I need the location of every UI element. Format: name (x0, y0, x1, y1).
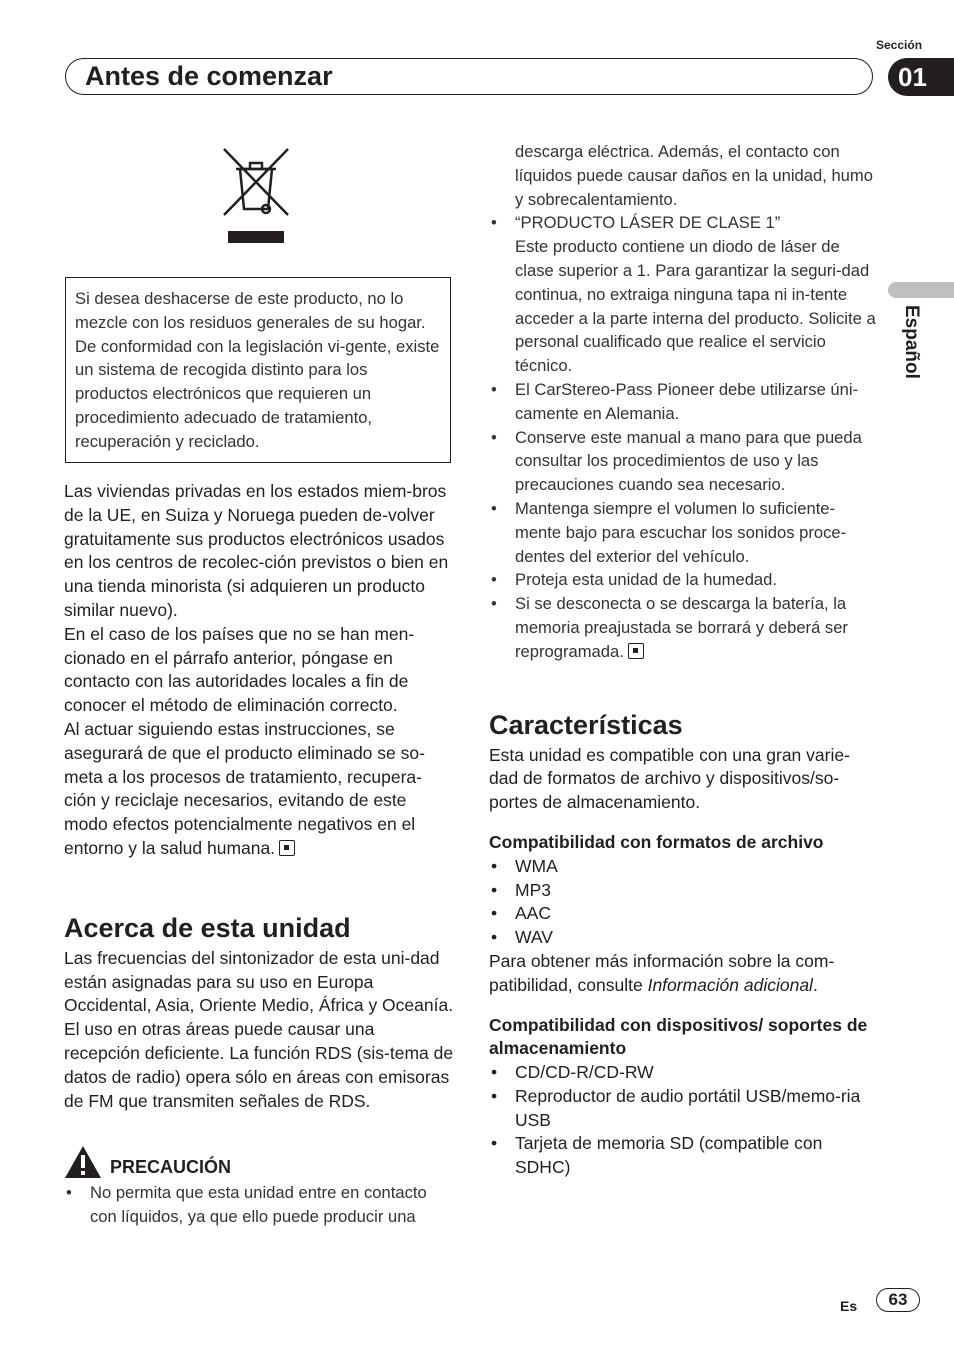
caution-item-text: Si se desconecta o se descarga la batería, la memoria preajustada se borrará y deberá ser reprogramada. (515, 594, 848, 661)
end-of-section-icon (279, 840, 295, 856)
formats-note-end: . (812, 974, 818, 995)
crossed-out-wheelie-bin-icon (222, 147, 290, 245)
format-item: • MP3 (489, 879, 879, 903)
warning-triangle-icon (64, 1145, 102, 1179)
caution-item: • El CarStereo-Pass Pioneer debe utilizarse úni-camente en Alemania. (489, 378, 879, 426)
caution-item: • No permita que esta unidad entre en contacto con líquidos, ya que ello puede producir una (64, 1181, 454, 1229)
formats-list (489, 855, 879, 950)
formats-note-text: Para obtener más información sobre la com-patibilidad, consulte (489, 950, 835, 995)
caution-item (489, 211, 879, 378)
features-text: Esta unidad es compatible con una gran varie-dad de formatos de archivo y dispositivos/so-portes de almacenamiento. (489, 744, 850, 813)
right-column (489, 140, 879, 1180)
disposal-paragraph-2: En el caso de los países que no se han men-cionado en el párrafo anterior, póngase en contacto con las autoridades locales a fin de conocer el método de eliminación correcto. (64, 623, 415, 716)
footer-language-code: Es (840, 1298, 858, 1314)
caution-item-title: • “PRODUCTO LÁSER DE CLASE 1” (515, 213, 781, 233)
additional-info-reference: Información adicional (647, 974, 813, 995)
caution-heading: PRECAUCIÓN (110, 1157, 232, 1178)
caution-item: • Mantenga siempre el volumen lo suficiente-mente bajo para escuchar los sonidos proce-dentes del exterior del vehículo. (489, 497, 879, 568)
page-title: Antes de comenzar (85, 61, 333, 91)
disposal-paragraph-3-text: Al actuar siguiendo estas instrucciones, se asegurará de que el producto eliminado se so-meta a los procesos de tratamiento, recupera-ción y reciclaje necesarios, evitando de este modo efectos potencialmente negativos en el entorno y la salud humana. (64, 718, 425, 858)
format-item: • WAV (489, 926, 879, 950)
caution-list (64, 1181, 454, 1229)
about-unit-text: Las frecuencias del sintonizador de esta uni-dad están asignadas para su uso en Europa Occidental, Asia, Oriente Medio, África y Oceanía. El uso en otras áreas puede causar una recepción deficiente. La función RDS (sis-tema de datos de radio) opera sólo en áreas con emisoras de FM que transmiten señales de RDS. (64, 947, 454, 1111)
left-column (64, 480, 454, 1229)
caution-item: • Conserve este manual a mano para que pueda consultar los procedimientos de uso y las precauciones cuando sea necesario. (489, 426, 879, 497)
caution-item (489, 592, 879, 663)
caution-header (64, 1145, 454, 1179)
disposal-notice-box: Si desea deshacerse de este producto, no lo mezcle con los residuos generales de su hogar. De conformidad con la legislación vi-gente, existe un sistema de recogida distinto para los productos electrónicos que requieren un procedimiento adecuado de tratamiento, recuperación y reciclado. (65, 277, 451, 463)
about-unit-heading: Acerca de esta unidad (64, 912, 351, 943)
section-label: Sección (876, 38, 923, 52)
device-item: • Reproductor de audio portátil USB/memo-ria USB (489, 1085, 879, 1133)
device-item: • Tarjeta de memoria SD (compatible con SDHC) (489, 1132, 879, 1180)
end-of-section-icon (628, 643, 644, 659)
caution-list-continued (489, 211, 879, 663)
language-tab-label: Español (901, 305, 922, 379)
devices-list (489, 1061, 879, 1180)
formats-heading: Compatibilidad con formatos de archivo (489, 831, 824, 852)
section-number-badge: 01 (888, 58, 954, 96)
format-item: • WMA (489, 855, 879, 879)
caution-continuation: descarga eléctrica. Además, el contacto con líquidos puede causar daños en la unidad, humo y sobrecalentamiento. (515, 142, 873, 209)
page-number: 63 (876, 1288, 920, 1312)
language-tab-bar (888, 282, 954, 298)
disposal-paragraph-1: Las viviendas privadas en los estados miem-bros de la UE, en Suiza y Noruega pueden de-volver gratuitamente sus productos electrónicos usados en los centros de recolec-ción previstos o bien en una tienda minorista (si adquieren un producto similar nuevo). (64, 481, 449, 620)
caution-item-text: Este producto contiene un diodo de láser de clase superior a 1. Para garantizar la seguri-dad continua, no extraiga ninguna tapa ni in-tente acceder a la parte interna del producto. Solicite a personal cualificado que realice el servicio técnico. (515, 237, 876, 376)
disposal-paragraph-3 (64, 718, 454, 861)
device-item: • CD/CD-R/CD-RW (489, 1061, 879, 1085)
caution-item: • Proteja esta unidad de la humedad. (489, 568, 879, 592)
features-heading: Características (489, 709, 683, 740)
devices-heading: Compatibilidad con dispositivos/ soportes de almacenamiento (489, 1014, 868, 1059)
formats-note (489, 950, 879, 998)
format-item: • AAC (489, 902, 879, 926)
